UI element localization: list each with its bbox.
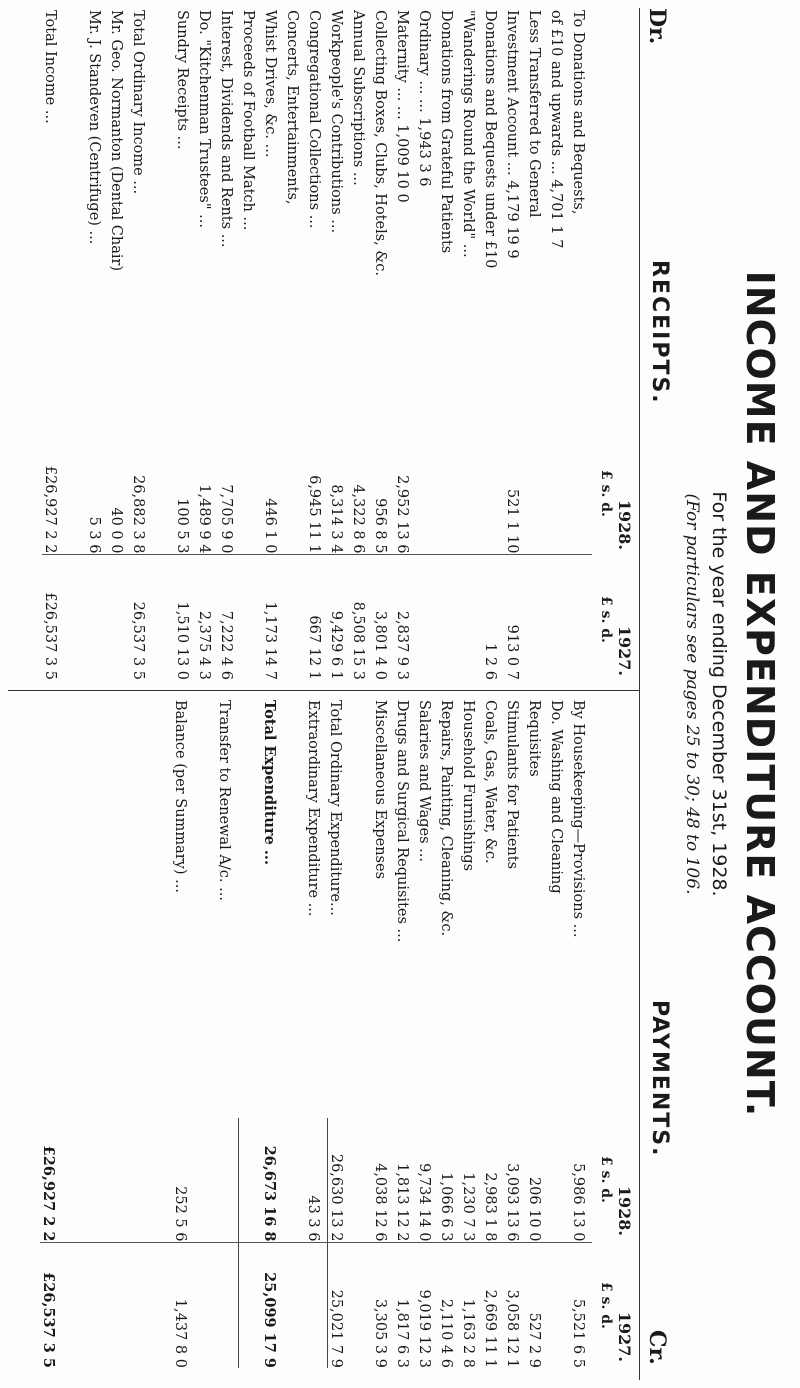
- receipts-lsd-1927: £ s. d.: [598, 596, 614, 643]
- receipts-row-1928-amount: 4,322 8 6: [350, 484, 366, 554]
- payments-row: [84, 700, 106, 1368]
- payments-row-1927-amount: 2,669 11 1: [482, 1242, 504, 1368]
- payments-row-1927-amount: 1,163 2 8: [460, 1242, 482, 1368]
- payments-row-1927-amount: [350, 1242, 372, 1368]
- receipts-row-1927-amount: 9,429 6 1: [328, 554, 350, 680]
- receipts-row-1927-amount: 8,508 15 3: [350, 554, 372, 680]
- receipts-row-1928-amount: 5 3 6: [86, 516, 102, 554]
- receipts-row-1927-amount: 1,173 14 7: [262, 554, 284, 680]
- receipts-row-1928-amount: [152, 434, 174, 554]
- receipts-row-1927-amount: 3,801 4 0: [372, 554, 394, 680]
- payments-row: [261, 700, 283, 1368]
- payments-row: [460, 700, 482, 1368]
- receipts-row-1927-amount: [416, 554, 438, 680]
- payments-row-description: [84, 700, 106, 1118]
- payments-row-1927-amount: 527 2 9: [526, 1242, 548, 1368]
- payments-row-1927-amount: [84, 1242, 106, 1368]
- payments-row-1928-amount: 1,066 6 3: [438, 1172, 454, 1242]
- payments-heading: PAYMENTS.: [647, 1000, 672, 1158]
- receipts-row-1928-amount: 8,314 3 4: [328, 484, 344, 554]
- payments-row-1928-amount: [62, 1118, 84, 1242]
- receipts-row: [196, 10, 218, 680]
- payments-row: [394, 700, 416, 1368]
- receipts-row: [548, 10, 570, 680]
- payments-row-1928-amount: [283, 1118, 305, 1242]
- receipts-row-description: Workpeople's Contributions ...: [328, 10, 344, 234]
- payments-row-1928-amount: [150, 1118, 172, 1242]
- receipts-row-1927-amount: [526, 554, 548, 680]
- payments-row: [128, 700, 150, 1368]
- receipts-row-description: Concerts, Entertainments,: [284, 10, 300, 205]
- payments-row-1927-amount: [62, 1242, 84, 1368]
- receipts-row-description: [152, 10, 174, 434]
- payments-row-1928-amount: 1,813 12 2: [394, 1163, 410, 1242]
- payments-row: [194, 700, 216, 1368]
- receipts-row-1927-amount: [570, 554, 592, 680]
- receipts-row: [570, 10, 592, 680]
- payments-row-1928-amount: 2,983 1 8: [482, 1172, 498, 1242]
- payments-row: [150, 700, 172, 1368]
- payments-row-1928-amount: £26,927 2 2: [40, 1145, 57, 1242]
- payments-row-1928-amount: [194, 1118, 216, 1242]
- payments-row: [416, 700, 438, 1368]
- payments-row: [372, 700, 394, 1368]
- receipts-row: [262, 10, 284, 680]
- debit-marker: Dr.: [644, 8, 670, 45]
- receipts-row: [152, 10, 174, 680]
- receipts-row: [218, 10, 240, 680]
- payments-row-description: Stimulants for Patients: [504, 700, 520, 870]
- receipts-row-1927-amount: 2,375 4 3: [196, 554, 218, 680]
- payments-row-1927-amount: [239, 1242, 262, 1368]
- payments-row-1928-amount: [84, 1118, 106, 1242]
- receipts-row-1928-amount: £26,927 2 2: [42, 465, 58, 554]
- payments-row: [482, 700, 504, 1368]
- header-rule: [639, 8, 640, 1380]
- payments-lsd-1928: £ s. d.: [598, 1156, 614, 1203]
- payments-row: [328, 700, 351, 1368]
- payments-row-1928-amount: 1,230 7 3: [460, 1172, 476, 1242]
- receipts-row-description: Annual Subscriptions ...: [350, 10, 366, 186]
- page-subtitle: For the year ending December 31st, 1928.: [708, 491, 730, 897]
- receipts-col-1927: 1927.: [615, 625, 634, 676]
- receipts-row: [240, 10, 262, 680]
- receipts-row: [526, 10, 548, 680]
- receipts-row-1927-amount: [548, 554, 570, 680]
- receipts-row-1928-amount: [460, 434, 482, 554]
- payments-row-1927-amount: 5,521 6 5: [570, 1242, 592, 1368]
- payments-row-1928-amount: 26,673 16 8: [261, 1145, 278, 1242]
- payments-row-description: Total Expenditure ...: [261, 700, 278, 865]
- receipts-col-1928: 1928.: [615, 499, 634, 550]
- receipts-row: [482, 10, 504, 680]
- receipts-row-1927-amount: [108, 554, 130, 680]
- receipts-row-description: Mr. J. Standeven (Centrifuge) ...: [86, 10, 102, 245]
- payments-row-1927-amount: 1,437 8 0: [172, 1242, 194, 1368]
- receipts-row-1927-amount: [152, 554, 174, 680]
- payments-col-1927: 1927.: [615, 1311, 634, 1362]
- payments-row-description: Repairs, Painting, Cleaning, &c.: [438, 700, 454, 937]
- receipts-row-1928-amount: [548, 434, 570, 554]
- receipts-row-1928-amount: [570, 434, 592, 554]
- payments-row-description: [194, 700, 216, 1118]
- receipts-row: [130, 10, 152, 680]
- payments-row-description: [106, 700, 128, 1118]
- receipts-row-1927-amount: [284, 554, 306, 680]
- payments-row: [40, 700, 62, 1368]
- receipts-row-description: Ordinary ... ... 1,943 3 6: [416, 10, 432, 187]
- receipts-row-description: Less Transferred to General: [526, 10, 542, 218]
- receipts-row: [284, 10, 306, 680]
- receipts-row-1928-amount: [526, 434, 548, 554]
- receipts-row-description: of £10 and upwards ... 4,701 1 7: [548, 10, 564, 249]
- payments-row-1927-amount: 2,110 4 6: [438, 1242, 460, 1368]
- receipts-row-1927-amount: 913 0 7: [504, 554, 526, 680]
- payments-row-description: [350, 700, 372, 1118]
- payments-row-description: Household Furnishings: [460, 700, 476, 872]
- payments-row: [438, 700, 460, 1368]
- receipts-row: [306, 10, 328, 680]
- receipts-row-1928-amount: 7,705 9 0: [218, 484, 234, 554]
- payments-row: [570, 700, 592, 1368]
- receipts-row-description: Proceeds of Football Match ...: [240, 10, 256, 231]
- receipts-row: [64, 10, 86, 680]
- receipts-row-description: Donations from Grateful Patients: [438, 10, 454, 254]
- receipts-row-description: Interest, Dividends and Rents ...: [218, 10, 234, 248]
- payments-row-1927-amount: 3,305 3 9: [372, 1242, 394, 1368]
- payments-row-1927-amount: [283, 1242, 305, 1368]
- payments-row-description: [239, 700, 262, 1118]
- payments-row-description: Transfer to Renewal A/c. ...: [216, 700, 232, 901]
- receipts-row-description: [64, 10, 86, 434]
- payments-row: [350, 700, 372, 1368]
- receipts-row-1927-amount: [438, 554, 460, 680]
- receipts-table: [42, 10, 592, 680]
- receipts-row-1928-amount: [438, 434, 460, 554]
- receipts-row: [460, 10, 482, 680]
- payments-lsd-1927: £ s. d.: [598, 1282, 614, 1329]
- payments-row-1927-amount: 25,021 7 9: [328, 1242, 351, 1368]
- payments-row-description: [128, 700, 150, 1118]
- receipts-lsd-1928: £ s. d.: [598, 470, 614, 517]
- payments-row-1927-amount: [216, 1242, 239, 1368]
- receipts-row-1927-amount: [240, 554, 262, 680]
- payments-row: [172, 700, 194, 1368]
- receipts-row-1927-amount: 7,222 4 6: [218, 554, 240, 680]
- payments-row-description: Total Ordinary Expenditure...: [327, 700, 344, 916]
- receipts-row-1927-amount: [64, 554, 86, 680]
- payments-row-description: [150, 700, 172, 1118]
- receipts-row-description: Collecting Boxes, Clubs, Hotels, &c.: [372, 10, 388, 277]
- receipts-row-1928-amount: [240, 434, 262, 554]
- receipts-row-1927-amount: [86, 554, 108, 680]
- receipts-row-1928-amount: [64, 434, 86, 554]
- receipts-row: [174, 10, 196, 680]
- payments-row-1928-amount: [106, 1118, 128, 1242]
- receipts-row-description: Whist Drives, &c. ...: [262, 10, 278, 158]
- payments-row-1927-amount: £26,537 3 5: [40, 1242, 62, 1368]
- payments-row-1928-amount: [239, 1118, 262, 1242]
- payments-row-1928-amount: 43 3 6: [305, 1118, 328, 1242]
- payments-row-1928-amount: 3,093 13 6: [504, 1163, 520, 1242]
- payments-row-1927-amount: 9,019 12 3: [416, 1242, 438, 1368]
- receipts-row-description: Investment Account ... 4,179 19 9: [504, 10, 520, 259]
- receipts-row-description: "Wanderings Round the World" ...: [460, 10, 476, 258]
- payments-row-description: Salaries and Wages ...: [416, 700, 432, 862]
- credit-marker: Cr.: [644, 1330, 670, 1365]
- receipts-row-1928-amount: 26,882 3 8: [130, 475, 146, 554]
- receipts-row: [86, 10, 108, 680]
- receipts-row-1927-amount: 2,837 9 3: [394, 554, 416, 680]
- receipts-row-1928-amount: 956 8 5: [372, 498, 388, 554]
- receipts-row-1927-amount: 667 12 1: [306, 554, 328, 680]
- receipts-row-description: Congregational Collections ...: [306, 10, 322, 229]
- receipts-row-1928-amount: 2,952 13 6: [394, 475, 410, 554]
- payments-row: [62, 700, 84, 1368]
- receipts-row-1927-amount: 26,537 3 5: [130, 554, 152, 680]
- receipts-row-1928-amount: [284, 434, 306, 554]
- receipts-row-1928-amount: 100 5 3: [174, 498, 190, 554]
- payments-row-1927-amount: [150, 1242, 172, 1368]
- payments-row: [548, 700, 570, 1368]
- receipts-row-description: Sundry Receipts ...: [174, 10, 190, 150]
- payments-row-1928-amount: [350, 1118, 372, 1242]
- receipts-row: [372, 10, 394, 680]
- payments-row: [504, 700, 526, 1368]
- receipts-heading: RECEIPTS.: [647, 260, 672, 405]
- particulars-note: (For particulars see pages 25 to 30; 48 to 106.: [682, 493, 702, 895]
- payments-row-description: Balance (per Summary) ...: [172, 700, 188, 893]
- payments-row-1927-amount: [128, 1242, 150, 1368]
- payments-row-1928-amount: 26,630 13 2: [328, 1153, 344, 1242]
- payments-row: [283, 700, 305, 1368]
- receipts-row: [42, 10, 64, 680]
- payments-row-1927-amount: 1,817 6 3: [394, 1242, 416, 1368]
- receipts-row-1927-amount: 1 2 6: [482, 554, 504, 680]
- payments-col-1928: 1928.: [615, 1185, 634, 1236]
- receipts-row-1928-amount: 446 1 0: [262, 498, 278, 554]
- receipts-row-1928-amount: 6,945 11 1: [306, 475, 322, 554]
- payments-row-description: Drugs and Surgical Requisites ...: [394, 700, 410, 943]
- payments-row-1927-amount: 3,058 12 1: [504, 1242, 526, 1368]
- receipts-row-1928-amount: 40 0 0: [108, 507, 124, 554]
- payments-row: [106, 700, 128, 1368]
- receipts-row-1928-amount: [416, 434, 438, 554]
- payments-row: [526, 700, 548, 1368]
- receipts-row-1928-amount: 521 1 10: [504, 488, 520, 554]
- receipts-row-description: Donations and Bequests under £10: [482, 10, 498, 269]
- receipts-row: [438, 10, 460, 680]
- receipts-row: [350, 10, 372, 680]
- payments-row-description: [62, 700, 84, 1118]
- receipts-row: [504, 10, 526, 680]
- payments-row: [239, 700, 262, 1368]
- receipts-row: [394, 10, 416, 680]
- receipts-row-description: Maternity ... ... 1,009 10 0: [394, 10, 410, 203]
- payments-row-1928-amount: 206 10 0: [526, 1176, 542, 1242]
- receipts-row-1928-amount: 1,489 9 4: [196, 484, 212, 554]
- receipts-row-description: Mr. Geo. Normanton (Dental Chair): [108, 10, 124, 272]
- payments-row-description: Extraordinary Expenditure ...: [305, 700, 321, 917]
- receipts-row-description: Total Ordinary Income ...: [130, 10, 146, 195]
- center-divider: [8, 690, 640, 691]
- payments-row-description: Coals, Gas, Water, &c.: [482, 700, 498, 864]
- payments-row-description: Do. Washing and Cleaning: [548, 700, 564, 894]
- page-title: INCOME AND EXPENDITURE ACCOUNT.: [738, 270, 782, 1118]
- receipts-row: [416, 10, 438, 680]
- payments-row-1927-amount: 25,099 17 9: [261, 1242, 283, 1368]
- receipts-row: [108, 10, 130, 680]
- payments-row-description: Requisites: [526, 700, 542, 777]
- payments-row-1927-amount: [194, 1242, 216, 1368]
- receipts-row: [328, 10, 350, 680]
- payments-row-1928-amount: 9,734 14 0: [416, 1163, 432, 1242]
- receipts-row-description: To Donations and Bequests,: [570, 10, 586, 215]
- payments-row-1928-amount: 5,986 13 0: [570, 1163, 586, 1242]
- receipts-row-1927-amount: 1,510 13 0: [174, 554, 196, 680]
- payments-row-1928-amount: [548, 1118, 570, 1242]
- receipts-row-description: Do. "Kitchenman Trustees" ...: [196, 10, 212, 228]
- receipts-row-1927-amount: [460, 554, 482, 680]
- payments-row-1928-amount: 252 5 6: [172, 1186, 188, 1242]
- payments-row-1928-amount: [216, 1118, 239, 1242]
- receipts-row-1927-amount: £26,537 3 5: [42, 554, 64, 680]
- payments-row-description: [283, 700, 305, 1118]
- payments-row: [216, 700, 239, 1368]
- payments-row-1928-amount: 4,038 12 6: [372, 1163, 388, 1242]
- receipts-row-description: Total Income ...: [42, 10, 58, 124]
- payments-row-description: Miscellaneous Expenses: [372, 700, 388, 880]
- payments-row-1927-amount: [305, 1242, 328, 1368]
- payments-row-1928-amount: [128, 1118, 150, 1242]
- payments-row-description: By Housekeeping—Provisions ...: [570, 700, 586, 938]
- receipts-row-1928-amount: [482, 434, 504, 554]
- payments-table: [40, 700, 592, 1368]
- payments-row-1927-amount: [106, 1242, 128, 1368]
- payments-row-description: [40, 700, 62, 1118]
- payments-row: [305, 700, 328, 1368]
- payments-row-1927-amount: [548, 1242, 570, 1368]
